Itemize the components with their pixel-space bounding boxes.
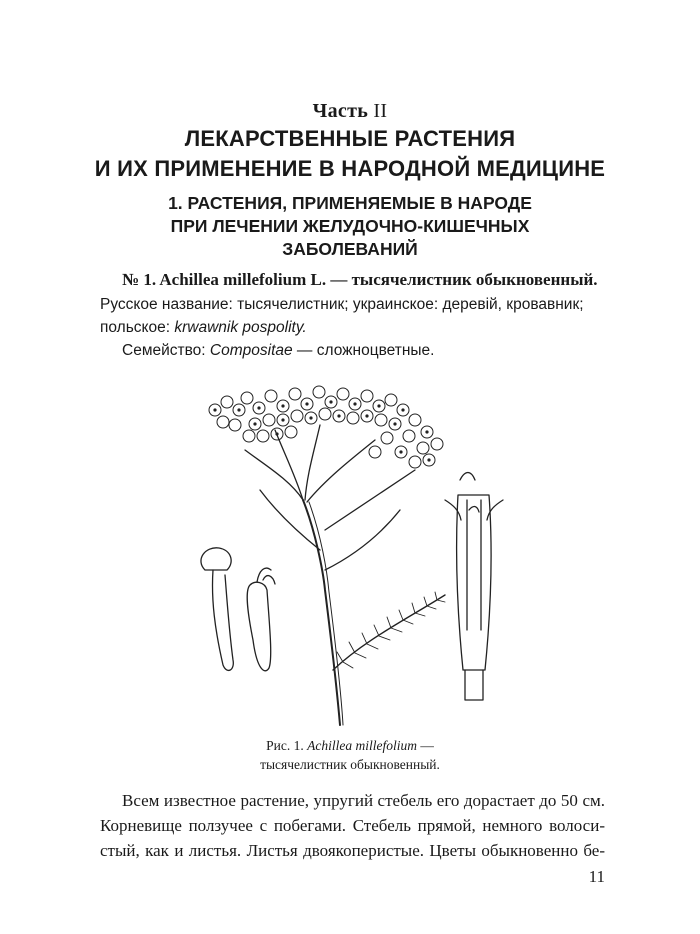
polish-name: krwawnik pospolity. [174, 319, 307, 336]
chapter-heading-line-1: ЛЕКАРСТВЕННЫЕ РАСТЕНИЯ [184, 126, 516, 151]
polish-name-line [100, 319, 620, 337]
caption-latin: Achillea millefolium [307, 738, 417, 753]
caption-prefix: Рис. 1. [266, 738, 308, 753]
yarrow-illustration [175, 370, 525, 730]
part-label: Часть [312, 100, 369, 122]
entry-title: № 1. Achillea millefolium L. — тысячелистник обыкновенный. [122, 270, 598, 289]
figure-caption-line-2: тысячелистник обыкновенный. [260, 757, 440, 772]
section-heading [0, 192, 700, 261]
polish-name-prefix: польское: [100, 319, 175, 336]
section-heading-line-3: ЗАБОЛЕВАНИЙ [282, 239, 418, 259]
caption-suffix: — [416, 738, 434, 753]
figure-caption-line-1 [0, 736, 700, 755]
family-prefix: Семейство: [122, 342, 210, 359]
family-suffix: — сложноцветные. [292, 342, 435, 359]
section-heading-line-2: ПРИ ЛЕЧЕНИИ ЖЕЛУДОЧНО-КИШЕЧНЫХ [170, 216, 530, 236]
family-line [122, 342, 642, 360]
vernacular-names: Русское название: тысячелистник; украинское: деревій, кровавник; [100, 296, 584, 313]
section-heading-line-1: 1. РАСТЕНИЯ, ПРИМЕНЯЕМЫЕ В НАРОДЕ [168, 193, 532, 213]
part-heading [0, 100, 700, 123]
family-latin: Compositae [209, 342, 293, 359]
chapter-heading [0, 124, 700, 184]
chapter-heading-line-2: И ИХ ПРИМЕНЕНИЕ В НАРОДНОЙ МЕДИЦИНЕ [94, 156, 606, 181]
body-text-line-1: Всем известное растение, упругий стебель его дорастает до 50 см. [122, 791, 605, 810]
figure-caption [0, 736, 700, 774]
page-number: 11 [588, 867, 605, 886]
body-text-line-3: стый, как и листья. Листья двоякоперистые. Цветы обыкновенно бе- [100, 841, 605, 860]
part-number: II [373, 100, 388, 122]
body-text-line-2: Корневище ползучее с побегами. Стебель прямой, немного волоси- [100, 816, 605, 835]
